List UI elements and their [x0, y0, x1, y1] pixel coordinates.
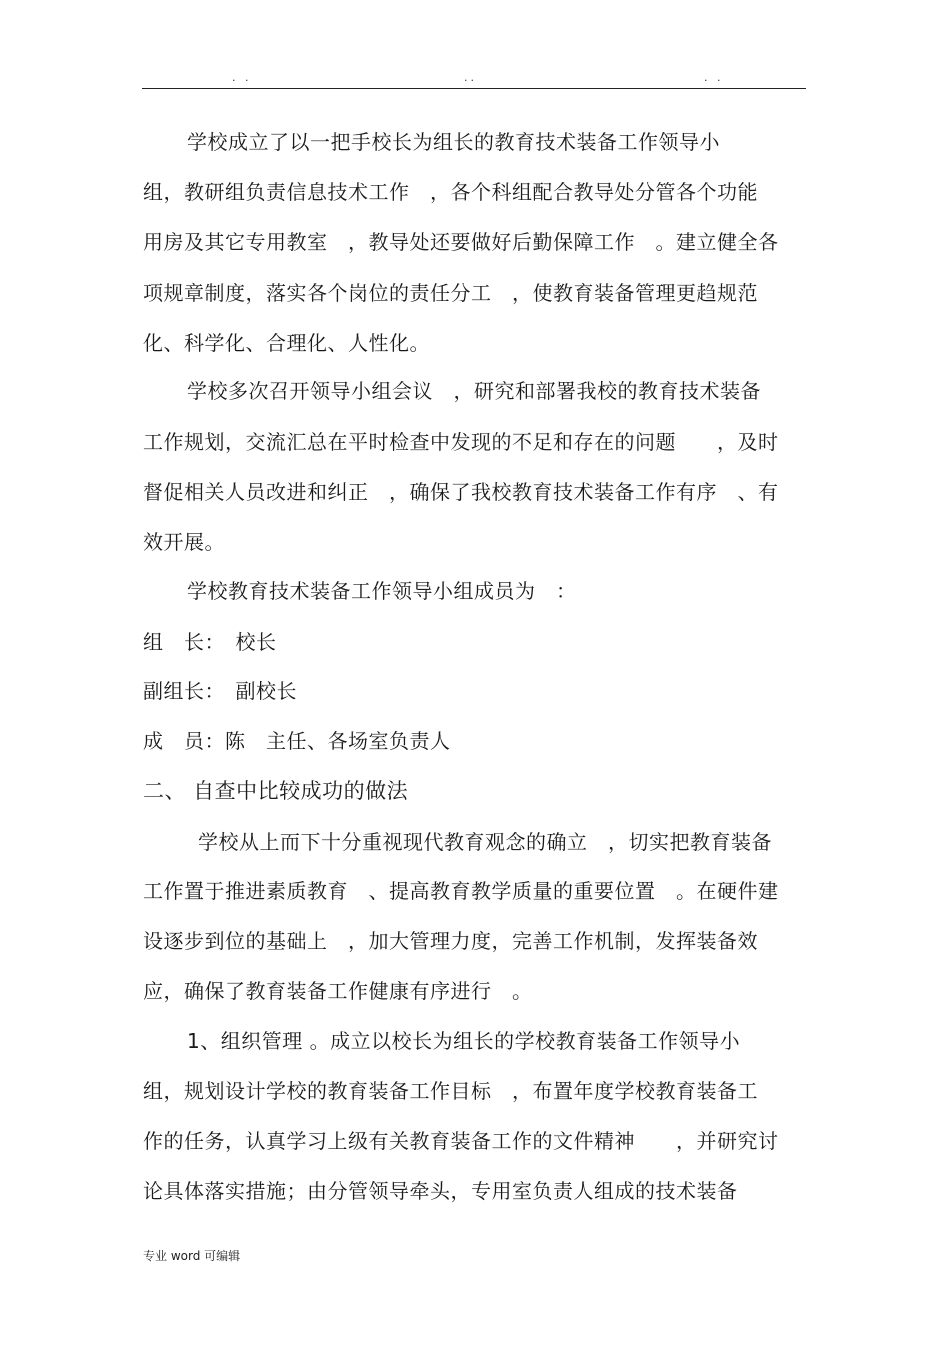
- header-rule: [142, 88, 806, 89]
- members-intro: 学校教育技术装备工作领导小组成员为 ：: [187, 579, 577, 603]
- para-4-line-4: 论具体落实措施；由分管领导牵头，专用室负责人组成的技术装备: [143, 1179, 738, 1203]
- para-3-line-3: 设逐步到位的基础上 ，加大管理力度，完善工作机制，发挥装备效: [143, 929, 758, 953]
- para-3-line-1: 学校从上而下十分重视现代教育观念的确立 ，切实把教育装备: [198, 830, 772, 854]
- para-2-line-1: 学校多次召开领导小组会议 ，研究和部署我校的教育技术装备: [187, 379, 761, 403]
- para-3-line-2: 工作置于推进素质教育 、提高教育教学质量的重要位置 。在硬件建: [143, 879, 779, 903]
- header-mark-center: ..: [464, 71, 477, 84]
- para-4-line-1: 1、组织管理 。成立以校长为组长的学校教育装备工作领导小: [187, 1029, 741, 1053]
- section-heading: 二、 自查中比较成功的做法: [143, 779, 409, 803]
- para-1-line-4: 项规章制度，落实各个岗位的责任分工 ，使教育装备管理更趋规范: [143, 281, 758, 305]
- header-mark-left: . .: [232, 71, 252, 84]
- header-mark-right: . .: [704, 71, 724, 84]
- para-4-line-2: 组，规划设计学校的教育装备工作目标 ，布置年度学校教育装备工: [143, 1079, 758, 1103]
- member-members: 成 员：陈 主任、各场室负责人: [143, 729, 451, 753]
- para-4-line-3: 作的任务，认真学习上级有关教育装备工作的文件精神 ，并研究讨: [143, 1129, 779, 1153]
- member-deputy: 副组长： 副校长: [143, 679, 297, 703]
- para-3-line-4: 应，确保了教育装备工作健康有序进行 。: [143, 979, 533, 1003]
- para-2-line-4: 效开展。: [143, 530, 225, 554]
- para-2-line-2: 工作规划，交流汇总在平时检查中发现的不足和存在的问题 ，及时: [143, 430, 779, 454]
- member-leader: 组 长： 校长: [143, 630, 277, 654]
- para-1-line-2: 组，教研组负责信息技术工作 ，各个科组配合教导处分管各个功能: [143, 180, 758, 204]
- para-1-line-5: 化、科学化、合理化、人性化。: [143, 331, 430, 355]
- para-1-line-3: 用房及其它专用教室 ，教导处还要做好后勤保障工作 。建立健全各: [143, 230, 779, 254]
- footer-note: 专业 word 可编辑: [143, 1249, 241, 1263]
- para-1-line-1: 学校成立了以一把手校长为组长的教育技术装备工作领导小: [187, 130, 720, 154]
- para-2-line-3: 督促相关人员改进和纠正 ，确保了我校教育技术装备工作有序 、有: [143, 480, 779, 504]
